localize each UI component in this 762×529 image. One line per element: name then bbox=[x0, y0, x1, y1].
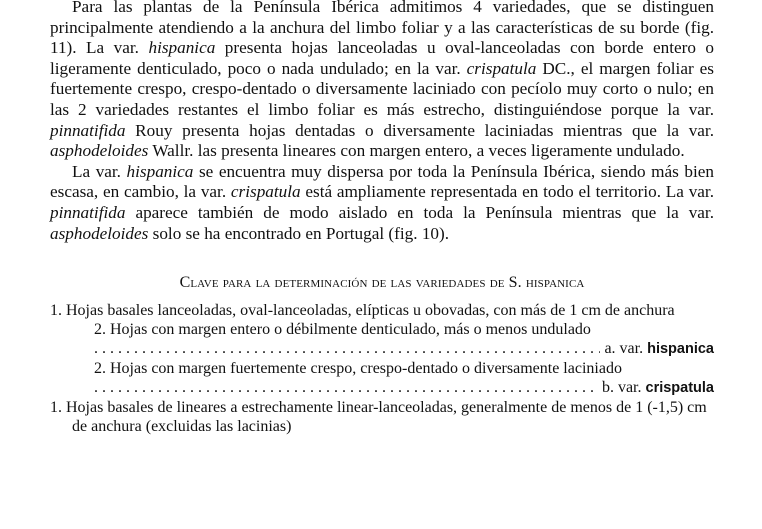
key-title: Clave para la determinación de las variedades de S. hispanica bbox=[179, 274, 585, 292]
key-item-1b bbox=[50, 359, 714, 398]
taxon-name: hispanica bbox=[148, 38, 216, 58]
result-label: a. var. bbox=[604, 339, 648, 357]
variety-name: crispatula bbox=[645, 379, 714, 396]
key-result-b bbox=[598, 378, 714, 398]
result-label: b. var. bbox=[601, 378, 646, 396]
key-item-1: 1. Hojas basales lanceoladas, oval-lanceoladas, elípticas u obovadas, con más de 1 cm de anchura bbox=[50, 301, 675, 319]
key-item-1b-text: 2. Hojas con margen fuertemente crespo, crespo-dentado o diversamente laciniado bbox=[94, 359, 622, 377]
identification-key bbox=[50, 301, 714, 436]
taxon-name: crispatula bbox=[230, 182, 301, 202]
taxon-name: hispanica bbox=[126, 161, 194, 181]
leader-dots bbox=[94, 339, 600, 359]
taxon-name: crispatula bbox=[466, 58, 537, 78]
taxon-name: asphodeloides bbox=[50, 223, 149, 243]
taxon-name: pinnatifida bbox=[50, 202, 126, 222]
paragraph-distribution: La var. hispanica se encuentra muy dispersa por toda la Península Ibérica, siendo más bien escasa, en cambio, la var. crispatula está ampliamente representada en todo el territorio. La var. pinnatifida aparece también de modo aislado en toda la Península mientras que la var. asphodeloides solo se ha encontrado en Portugal (fig. 10). bbox=[50, 161, 715, 243]
document-page bbox=[50, 0, 714, 436]
key-item-1a-text: 2. Hojas con margen entero o débilmente denticulado, más o menos undulado bbox=[94, 320, 591, 338]
key-result-a bbox=[600, 339, 714, 359]
key-item-1a bbox=[50, 320, 714, 359]
taxon-name: pinnatifida bbox=[50, 120, 126, 140]
paragraph-varieties: Para las plantas de la Península Ibérica admitimos 4 variedades, que se distinguen principalmente atendiendo a la anchura del limbo foliar y a las características de su borde (fig. 11). La var. hispanica presenta hojas lanceoladas u oval-lanceoladas con borde entero o ligeramente denticulado, poco o nada undulado; en la var. crispatula DC., el margen foliar es fuertemente crespo, crespo-dentado o diversamente laciniado con pecíolo muy corto o nulo; en las 2 variedades restantes el limbo foliar es más estrecho, distinguiéndose porque la var. pinnatifida Rouy presenta hojas dentadas o diversamente laciniadas mientras que la var. asphodeloides Wallr. las presenta lineares con margen entero, a veces ligeramente undulado. bbox=[50, 0, 715, 161]
key-item-2: 1. Hojas basales de lineares a estrechamente linear-lanceoladas, generalmente de menos de 1 (-1,5) cm de anchura (excluidas las lacinias) bbox=[50, 398, 707, 435]
taxon-name: asphodeloides bbox=[50, 141, 149, 161]
leader-dots bbox=[94, 378, 598, 398]
variety-name: hispanica bbox=[647, 340, 714, 357]
